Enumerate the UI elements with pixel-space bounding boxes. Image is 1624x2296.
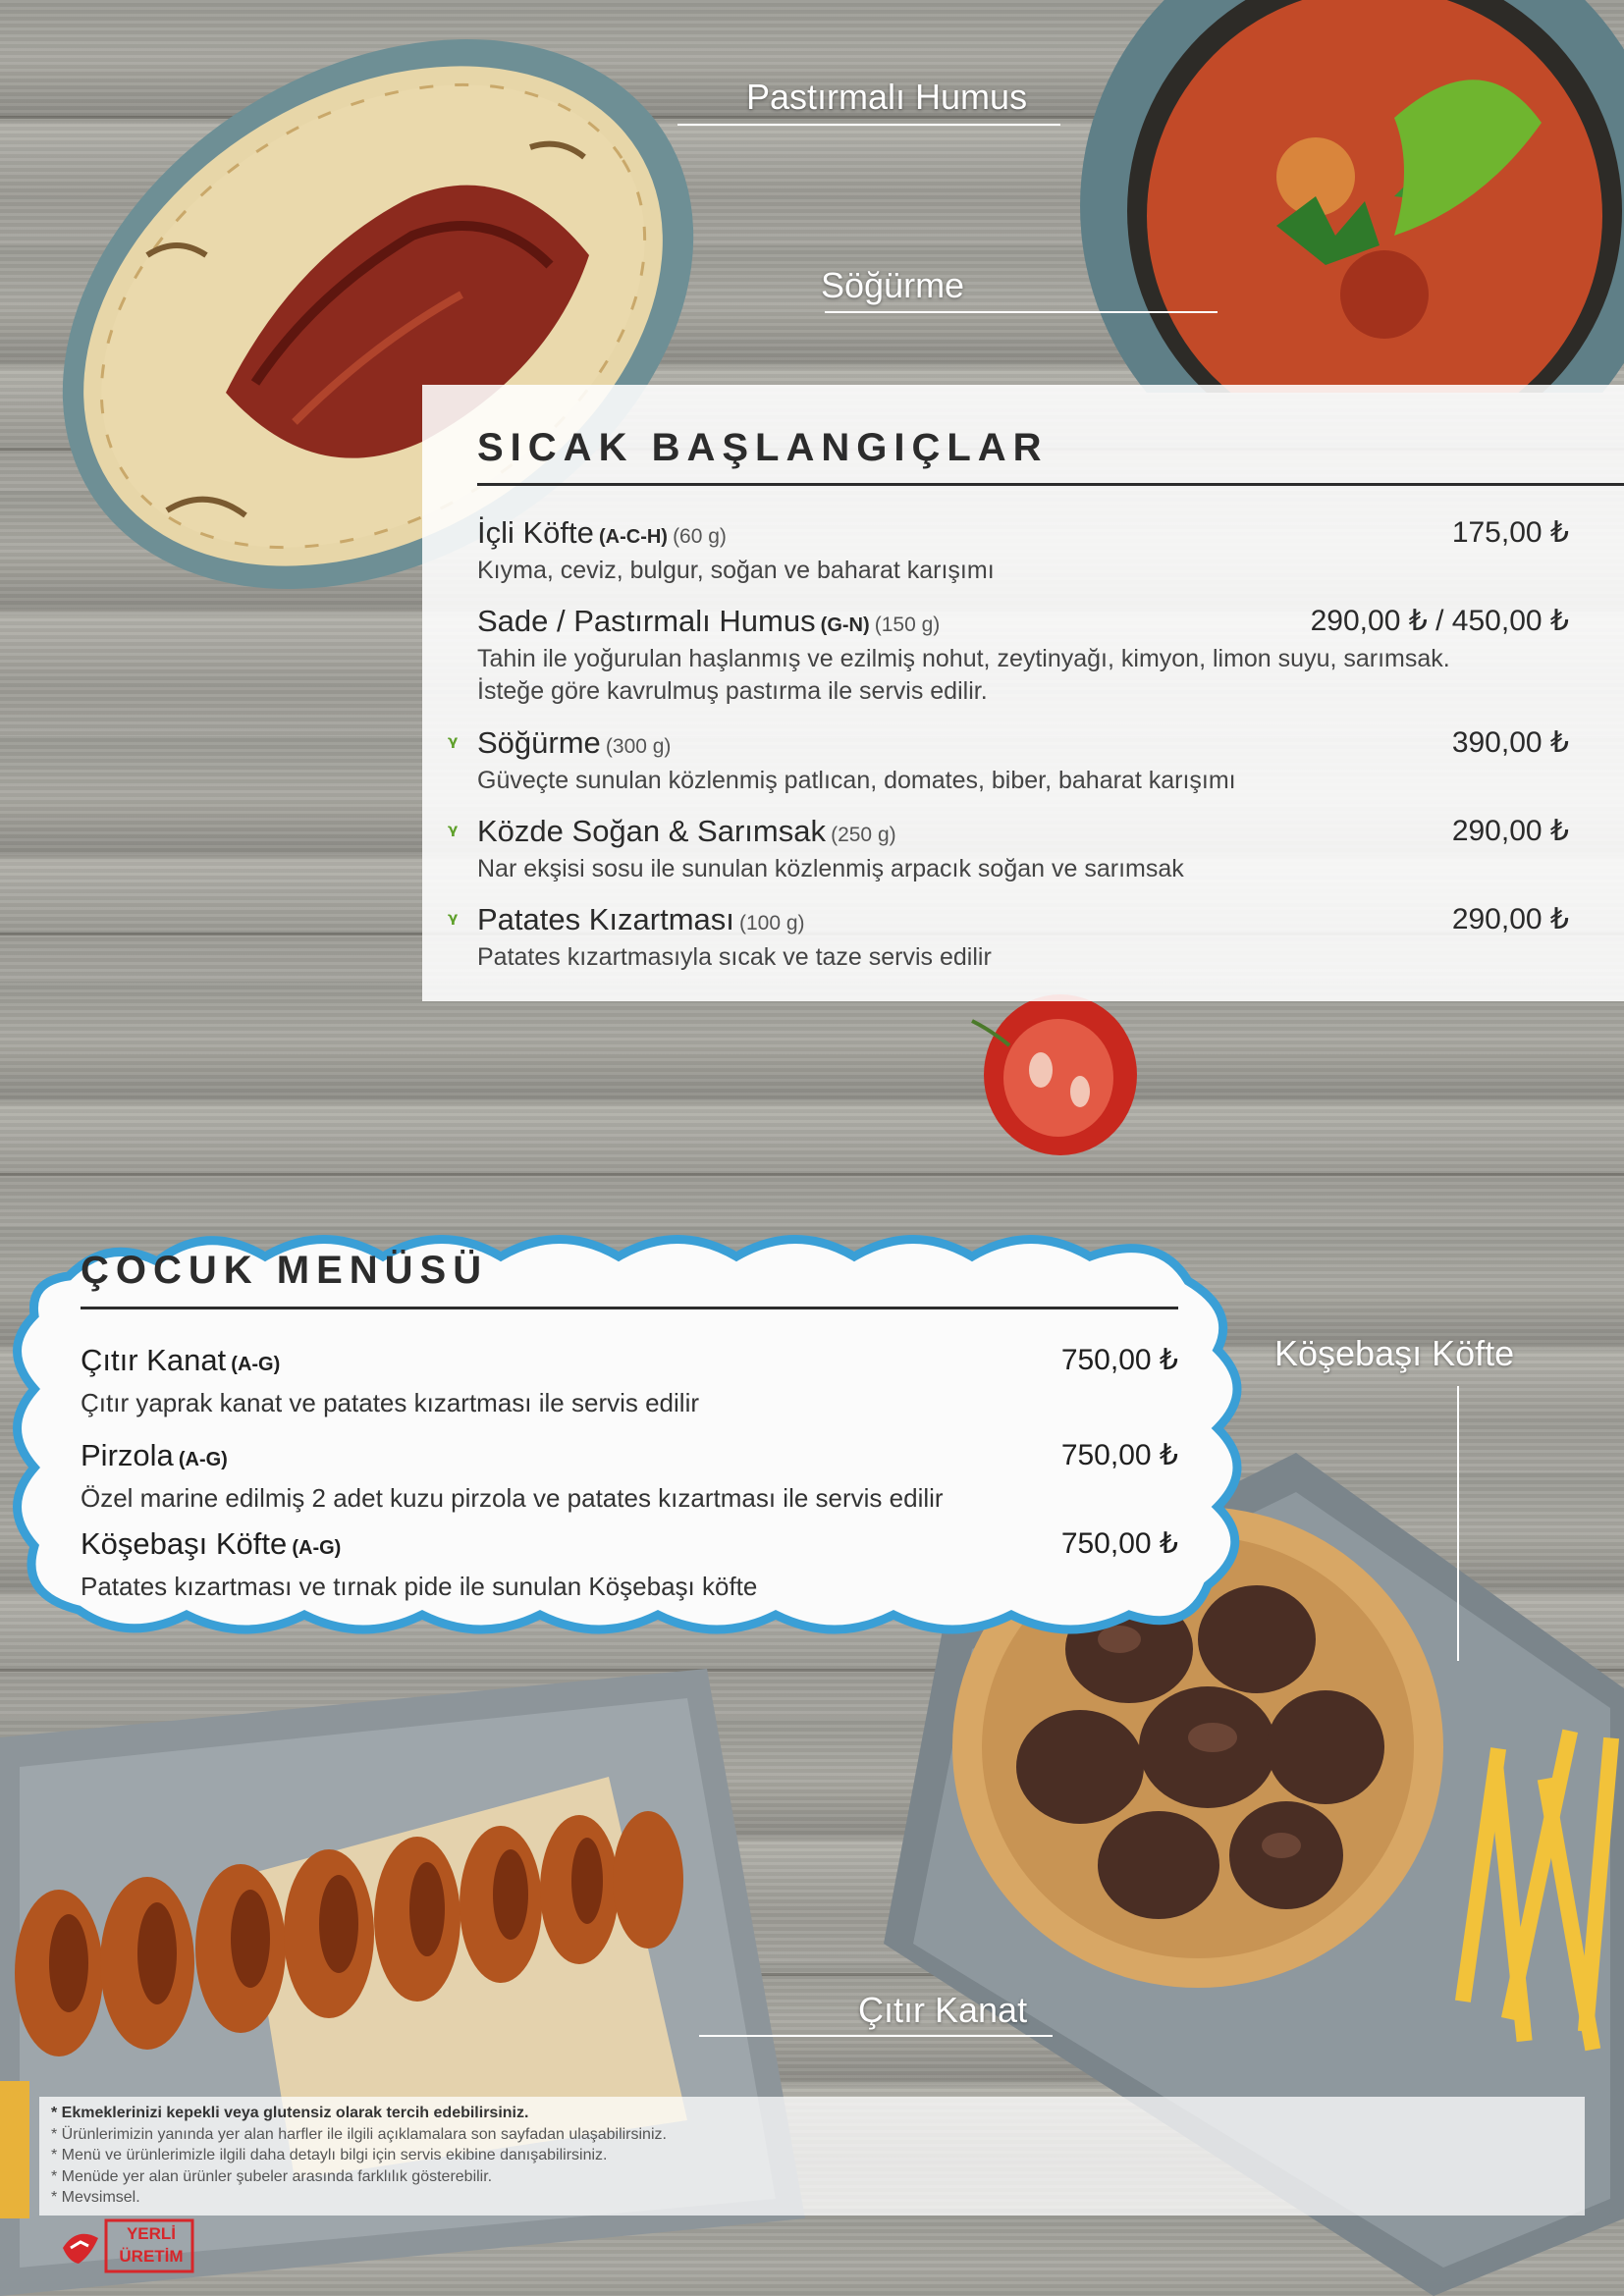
- photo-label-sogurme: Söğürme: [821, 265, 965, 305]
- title-rule: [477, 483, 1624, 486]
- item-price: 390,00 ₺: [1451, 726, 1569, 759]
- item-description: Patates kızartmasıyla sıcak ve taze servis edilir: [477, 943, 992, 971]
- menu-item: [81, 1438, 1178, 1514]
- sogurme-bowl-photo: [1021, 0, 1624, 393]
- hot-starters-panel: [422, 385, 1624, 1001]
- item-description: Kıyma, ceviz, bulgur, soğan ve baharat karışımı: [477, 557, 995, 584]
- allergen-code: (A-G): [292, 1537, 342, 1559]
- footnote: * Ürünlerimizin yanında yer alan harfler ile ilgili açıklamalara son sayfadan ulaşabilirsiniz.: [51, 2125, 667, 2143]
- allergen-code: (A-G): [231, 1354, 281, 1375]
- section-title: ÇOCUK MENÜSÜ: [81, 1249, 489, 1292]
- leaf-icon: ᵞ: [448, 820, 459, 847]
- menu-item: [477, 515, 1569, 587]
- footnote: * Ekmeklerinizi kepekli veya glutensiz olarak tercih edebilirsiniz.: [51, 2105, 529, 2121]
- menu-item: [448, 725, 1569, 797]
- item-price: 290,00 ₺: [1451, 815, 1569, 847]
- item-price: 290,00 ₺ / 450,00 ₺: [1310, 605, 1569, 637]
- footnote: * Menüde yer alan ürünler şubeler arasında farklılık gösterebilir.: [51, 2167, 493, 2185]
- item-name: Közde Soğan & Sarımsak: [477, 814, 826, 848]
- title-rule: [81, 1307, 1178, 1309]
- item-weight: (60 g): [673, 525, 727, 548]
- item-name: İçli Köfte: [477, 515, 594, 550]
- item-name: Sade / Pastırmalı Humus: [477, 604, 816, 638]
- item-weight: (150 g): [874, 614, 941, 636]
- item-name: Patates Kızartması: [477, 902, 734, 936]
- photo-label-citir: Çıtır Kanat: [858, 1990, 1028, 2030]
- leaf-icon: ᵞ: [448, 908, 459, 935]
- item-price: 750,00 ₺: [1060, 1527, 1178, 1560]
- item-name: Çıtır Kanat: [81, 1343, 227, 1377]
- badge-line-2: ÜRETİM: [119, 2247, 184, 2266]
- item-description: Nar ekşisi sosu ile sunulan közlenmiş arpacık soğan ve sarımsak: [477, 855, 1184, 882]
- item-weight: (250 g): [831, 824, 896, 846]
- plank-seam: [0, 1173, 1624, 1176]
- footnote: * Menü ve ürünlerimizle ilgili daha detaylı bilgi için servis ekibine danışabilirsiniz.: [51, 2147, 608, 2163]
- footnote: * Mevsimsel.: [51, 2189, 140, 2206]
- item-price: 290,00 ₺: [1451, 903, 1569, 935]
- item-description: Tahin ile yoğurulan haşlanmış ve ezilmiş nohut, zeytinyağı, kimyon, limon suyu, sarımsak. İsteğe göre kavrulmuş pastırma ile servis edilir.: [477, 645, 1450, 705]
- label-line: [825, 311, 1218, 313]
- item-description: Çıtır yaprak kanat ve patates kızartması ile servis edilir: [81, 1388, 700, 1417]
- item-weight: (100 g): [738, 912, 805, 934]
- item-price: 750,00 ₺: [1060, 1344, 1178, 1376]
- menu-item: [81, 1343, 1178, 1418]
- item-price: 750,00 ₺: [1060, 1439, 1178, 1471]
- label-line: [1457, 1386, 1459, 1661]
- item-name: Söğürme: [477, 725, 601, 760]
- badge-line-1: YERLİ: [126, 2224, 177, 2243]
- label-line: [699, 2035, 1053, 2037]
- menu-item: [448, 814, 1569, 885]
- photo-label-humus: Pastırmalı Humus: [746, 77, 1028, 117]
- item-description: Özel marine edilmiş 2 adet kuzu pirzola ve patates kızartması ile servis edilir: [81, 1483, 944, 1513]
- allergen-code: (A-G): [178, 1449, 228, 1470]
- menu-item: [448, 902, 1569, 974]
- allergen-code: (G-N): [820, 614, 870, 636]
- item-description: Güveçte sunulan közlenmiş patlıcan, domates, biber, baharat karışımı: [477, 767, 1236, 794]
- label-line: [677, 124, 1060, 126]
- item-name: Pirzola: [81, 1438, 174, 1472]
- yerli-uretim-badge: [59, 2218, 194, 2273]
- item-name: Köşebaşı Köfte: [81, 1526, 288, 1561]
- photo-label-kosebasi: Köşebaşı Köfte: [1274, 1333, 1515, 1373]
- item-weight: (300 g): [605, 735, 672, 758]
- item-price: 175,00 ₺: [1451, 516, 1569, 549]
- menu-item: [81, 1526, 1178, 1602]
- tomato-photo: [933, 982, 1168, 1168]
- item-description: Patates kızartması ve tırnak pide ile sunulan Köşebaşı köfte: [81, 1572, 758, 1601]
- menu-item: [477, 604, 1569, 708]
- section-title: SICAK BAŞLANGIÇLAR: [477, 426, 1049, 469]
- leaf-icon: ᵞ: [448, 731, 459, 759]
- allergen-code: (A-C-H): [598, 526, 668, 548]
- footnotes: [39, 2097, 1585, 2216]
